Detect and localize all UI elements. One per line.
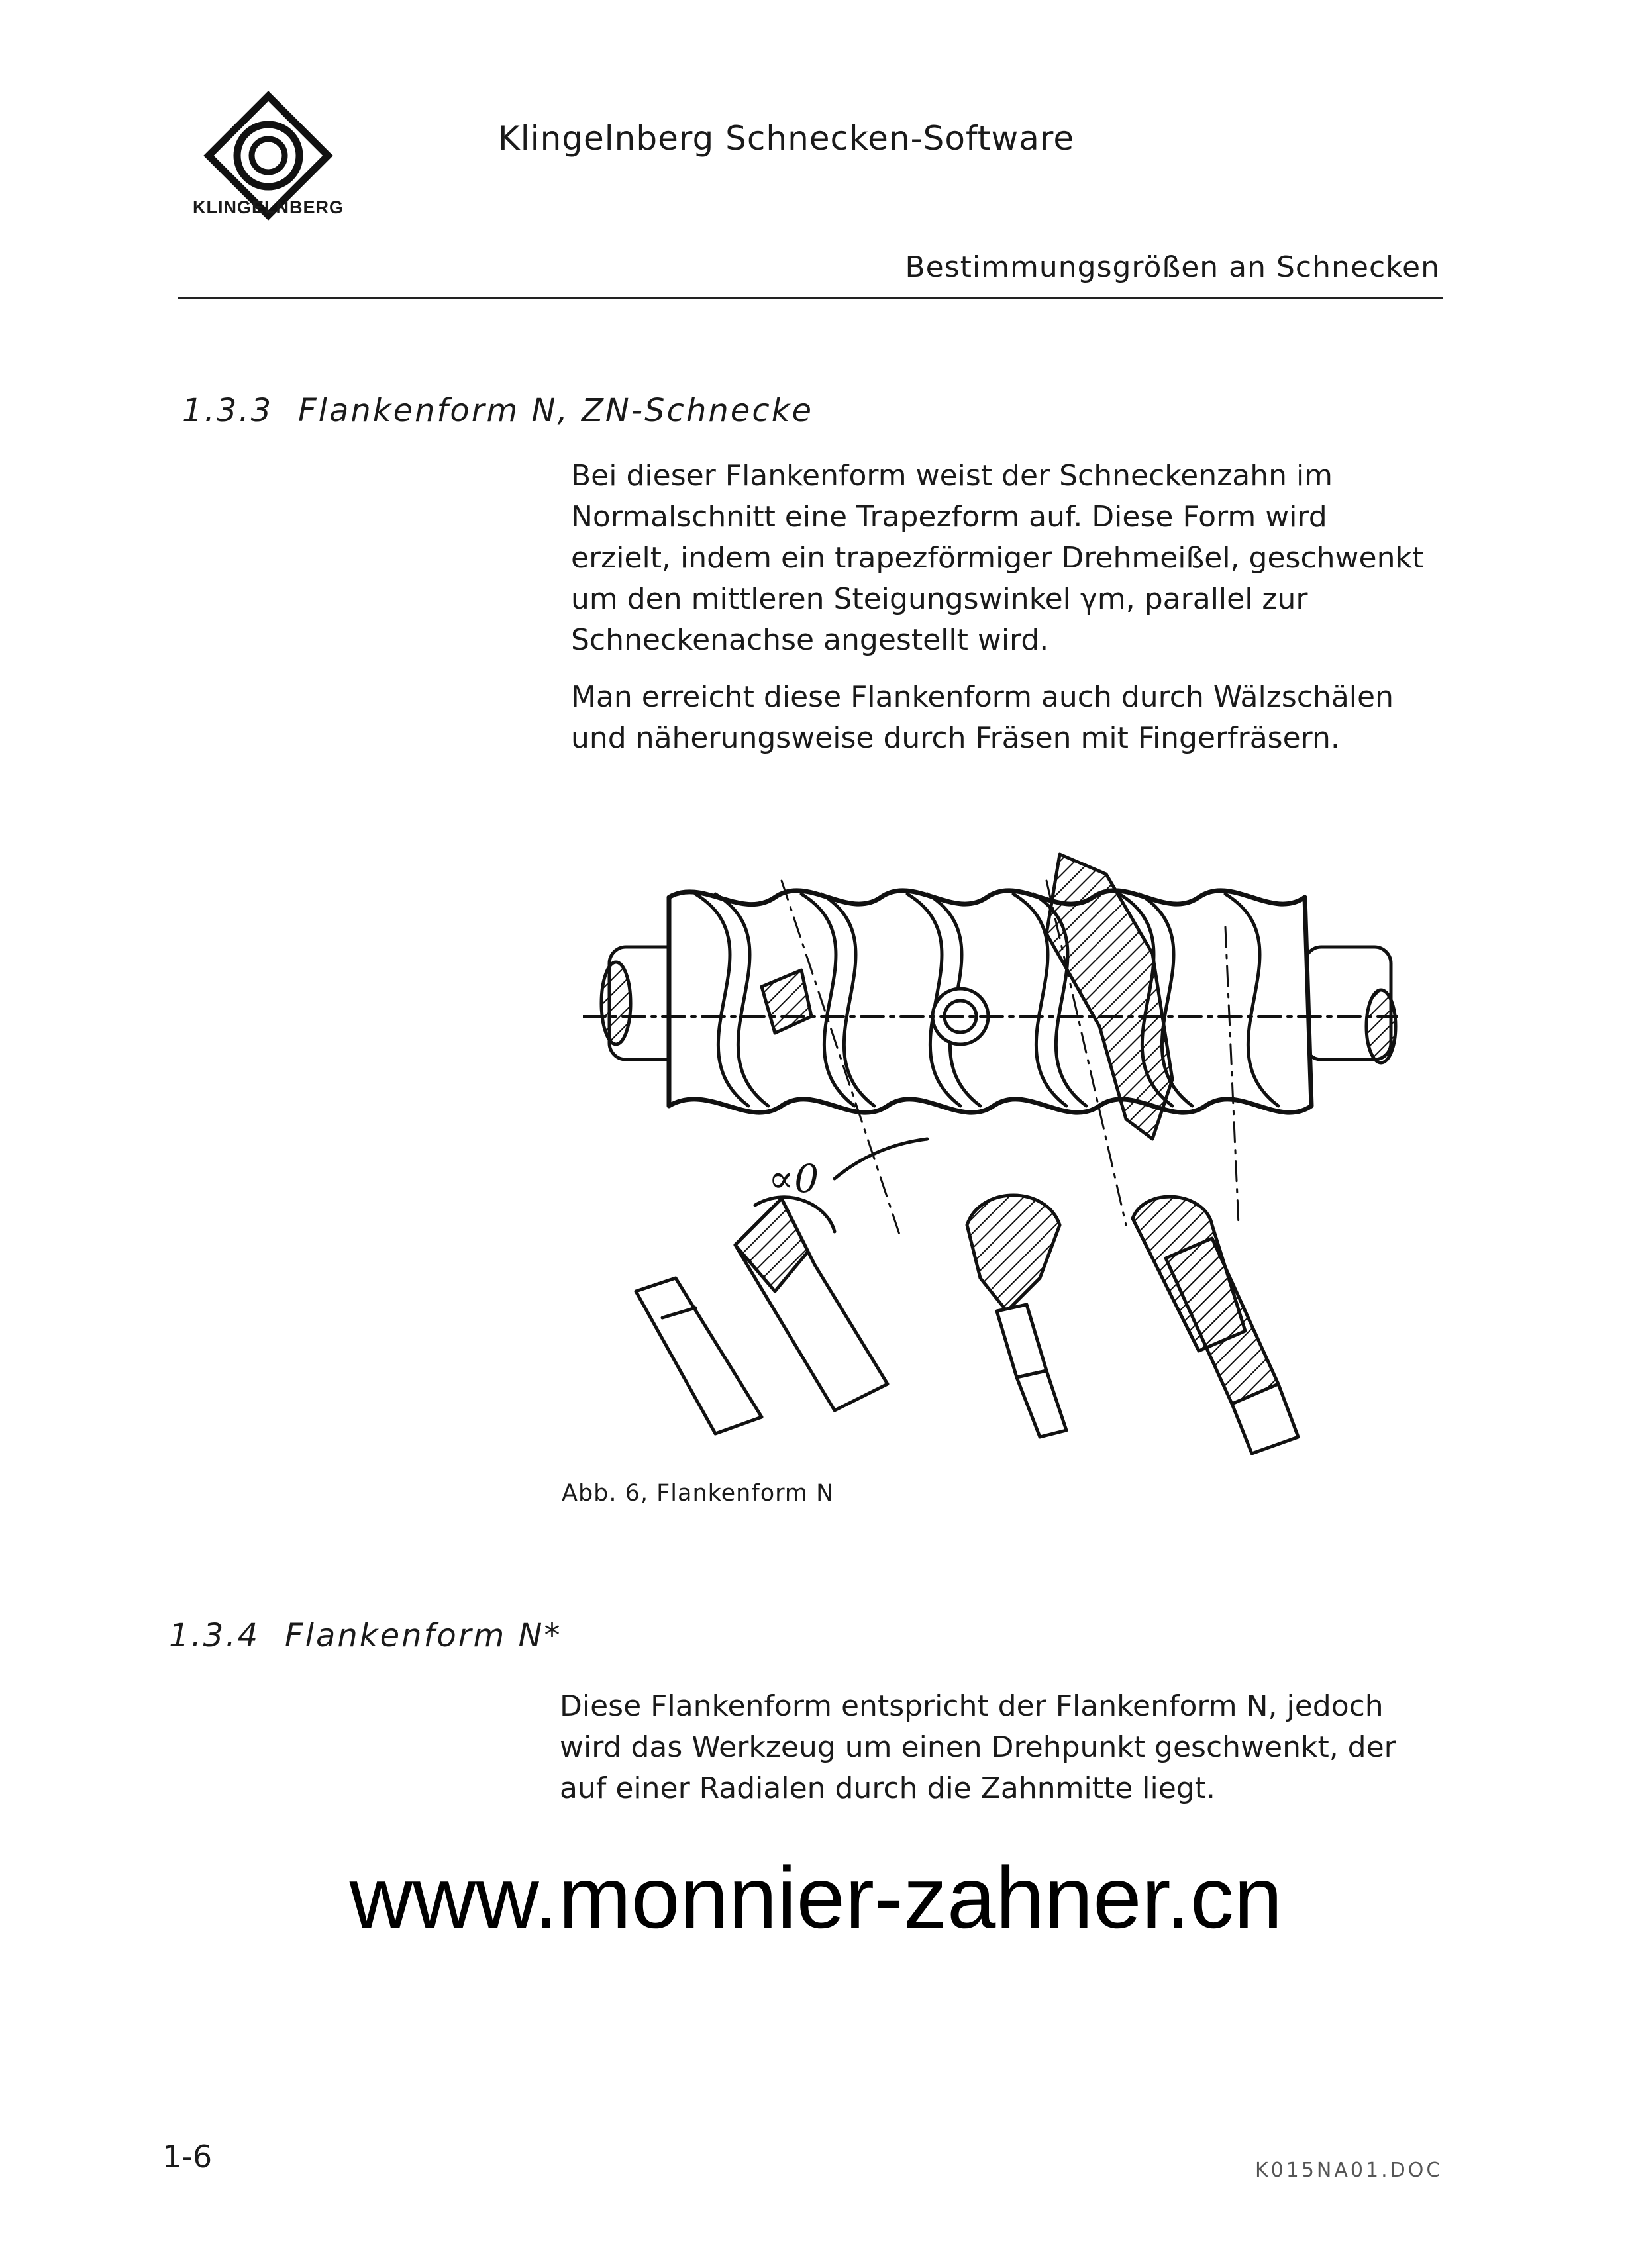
section-heading-1-3-3 (182, 392, 813, 429)
paragraph: Bei dieser Flankenform weist der Schneckenzahn im Normalschnitt eine Trapezform auf. Diese Form wird erzielt, indem ein trapezförmiger Drehmeißel, geschwenkt um den mittleren Steigungswinkel γm, parallel zur Schneckenachse angestellt wird. (571, 459, 1424, 657)
watermark-url: www.monnier-zahner.cn (349, 1849, 1283, 1946)
cutter-shank (1017, 1371, 1066, 1437)
shaft-right-section (1366, 990, 1396, 1063)
section-title: Flankenform N, ZN-Schnecke (298, 392, 814, 429)
section-heading-1-3-4 (169, 1617, 562, 1654)
cutter-shank (997, 1305, 1046, 1377)
trapezoid-tool-holder (636, 1278, 762, 1434)
figure-caption: Abb. 6, Flankenform N (562, 1480, 835, 1506)
paragraph: Diese Flankenform entspricht der Flankenform N, jedoch wird das Werkzeug um einen Drehpunkt geschwenkt, der auf einer Radialen durch die Zahnmitte liegt. (560, 1689, 1396, 1805)
document-code: K015NA01.DOC (1255, 2159, 1443, 2182)
cutter-head (967, 1195, 1060, 1311)
paragraph: Man erreicht diese Flankenform auch durch Wälzschälen und näherungsweise durch Fräsen mit Fingerfräsern. (571, 680, 1394, 755)
header-divider (178, 297, 1443, 299)
section-number: 1.3.4 (169, 1617, 260, 1654)
header-subtitle: Bestimmungsgrößen an Schnecken (905, 250, 1440, 284)
logo-wordmark: KLINGELNBERG (193, 197, 344, 217)
angle-label-alpha0: ∝0 (768, 1156, 819, 1201)
page-number: 1-6 (162, 2139, 213, 2175)
header-title: Klingelnberg Schnecken-Software (498, 119, 1075, 158)
shaft-left-section (601, 962, 631, 1044)
section-title: Flankenform N* (285, 1617, 562, 1654)
section-number: 1.3.3 (182, 392, 274, 429)
figure-worm-flank-drawing (583, 828, 1398, 1457)
angle-arc (835, 1139, 927, 1179)
